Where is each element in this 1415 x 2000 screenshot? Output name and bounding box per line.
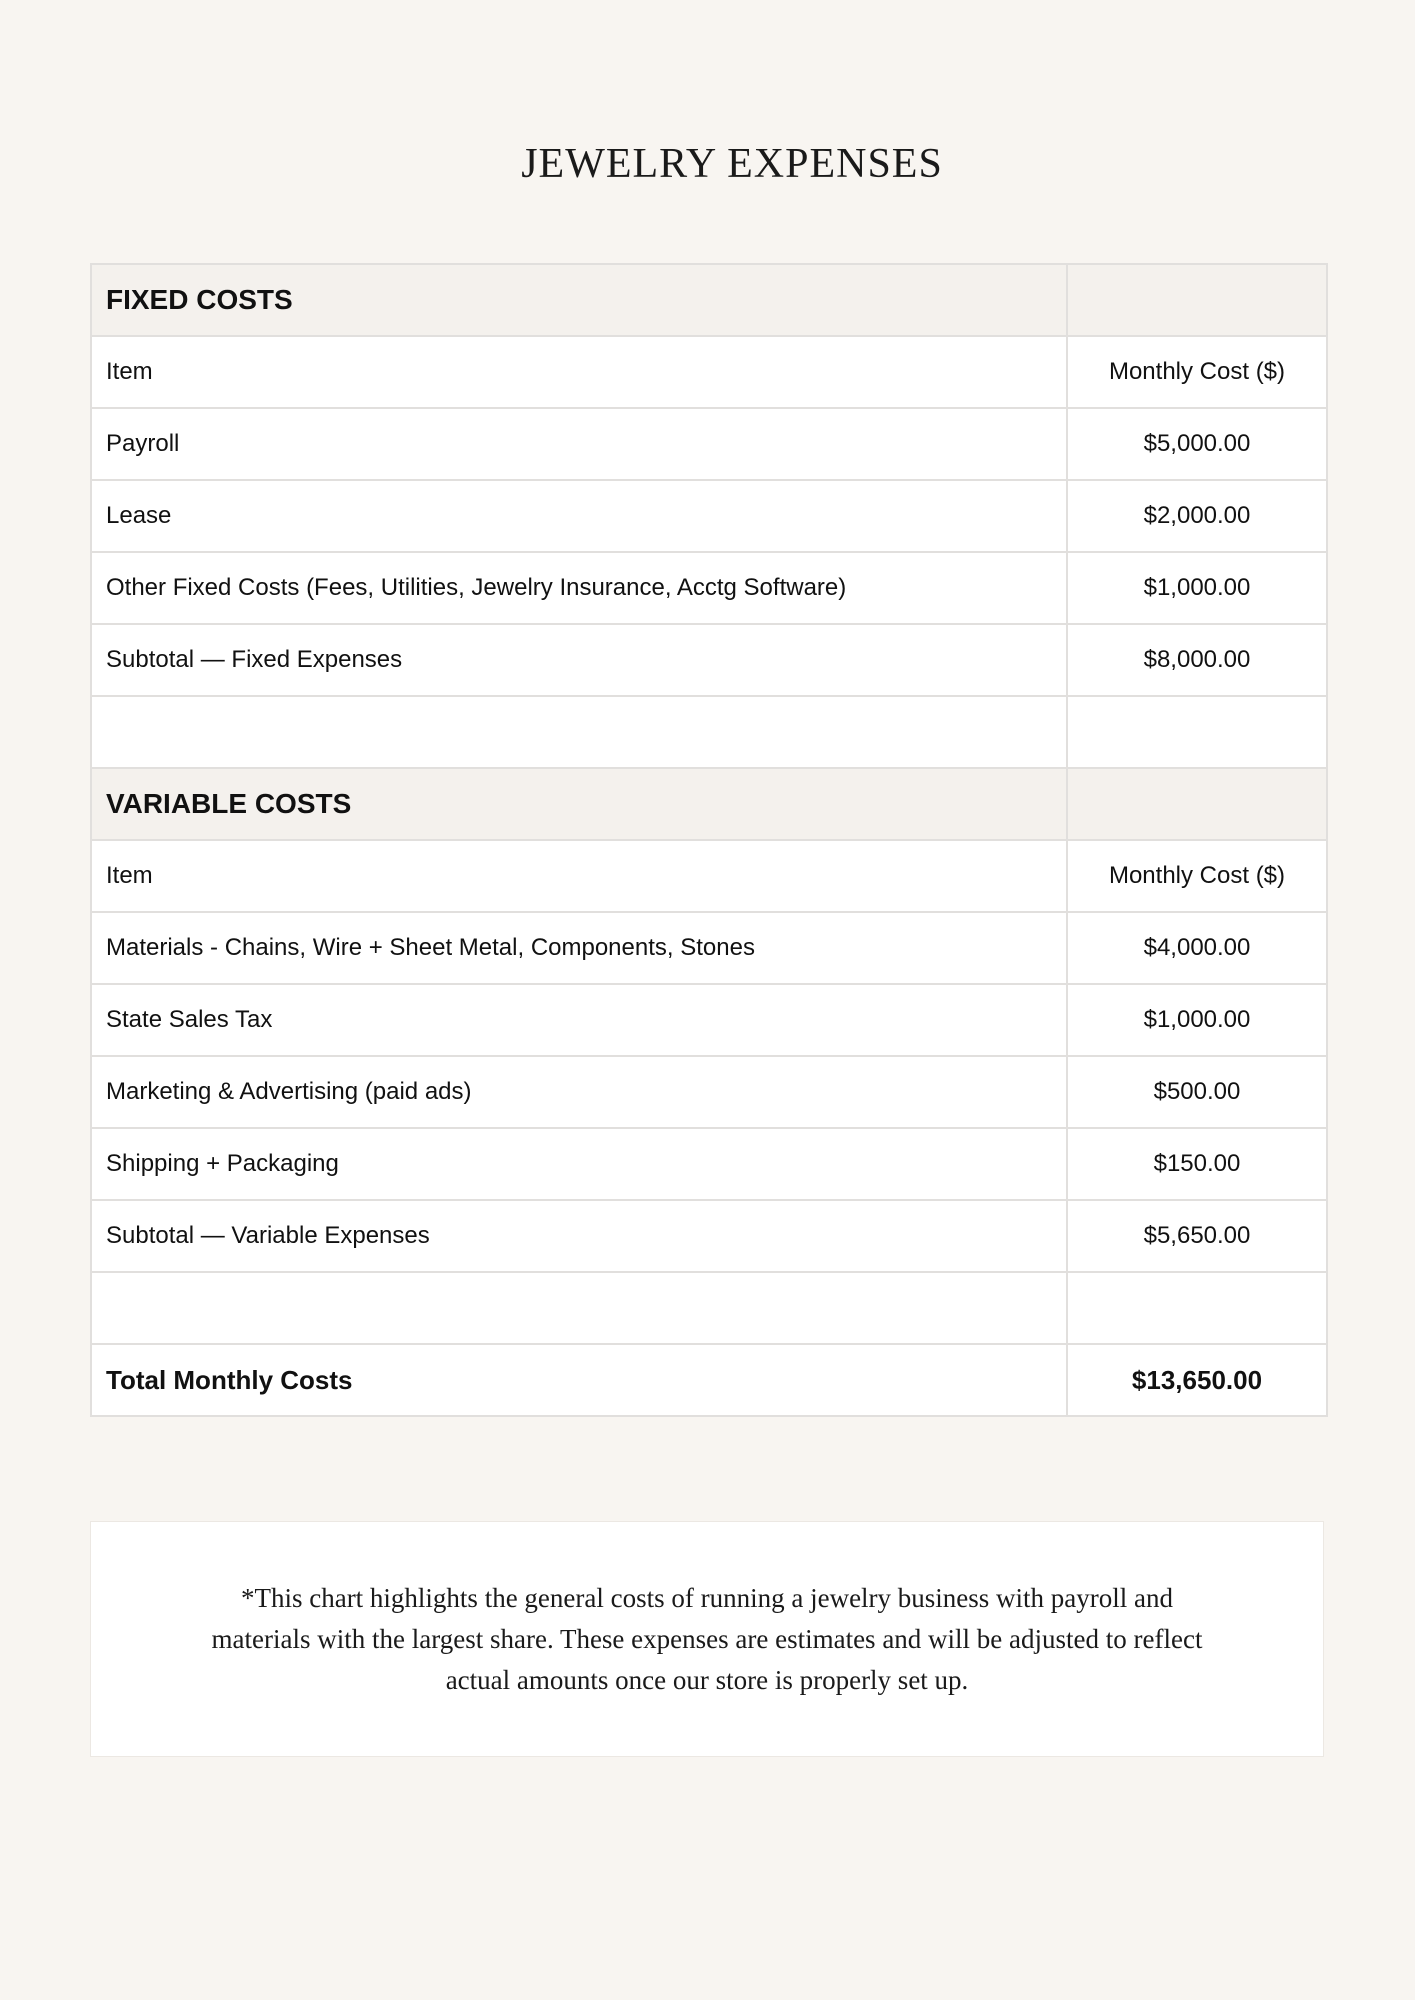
column-header-monthly-cost: Monthly Cost ($): [1067, 840, 1327, 912]
item-cell: Lease: [91, 480, 1067, 552]
subtotal-value: $5,650.00: [1067, 1200, 1327, 1272]
item-cell: Payroll: [91, 408, 1067, 480]
fixed-costs-heading: FIXED COSTS: [91, 264, 1067, 336]
variable-costs-section-header: [91, 768, 1327, 840]
note-box: [90, 1521, 1324, 1757]
page-title: JEWELRY EXPENSES: [521, 141, 943, 187]
table-row: [91, 408, 1327, 480]
empty-cell: [1067, 1272, 1327, 1344]
table-row: [91, 984, 1327, 1056]
cost-cell: $4,000.00: [1067, 912, 1327, 984]
column-header-item: Item: [91, 840, 1067, 912]
empty-cell: [91, 1272, 1067, 1344]
table-row: [91, 1056, 1327, 1128]
table-row: [91, 1128, 1327, 1200]
section-header-empty-cell: [1067, 768, 1327, 840]
cost-cell: $500.00: [1067, 1056, 1327, 1128]
subtotal-label: Subtotal — Variable Expenses: [91, 1200, 1067, 1272]
fixed-costs-section-header: [91, 264, 1327, 336]
spacer-row: [91, 1272, 1327, 1344]
fixed-column-header-row: [91, 336, 1327, 408]
variable-costs-heading: VARIABLE COSTS: [91, 768, 1067, 840]
spacer-row: [91, 696, 1327, 768]
item-cell: State Sales Tax: [91, 984, 1067, 1056]
cost-cell: $1,000.00: [1067, 552, 1327, 624]
note-text: *This chart highlights the general costs of running a jewelry business with payroll and materials with the largest share. These expenses are estimates and will be adjusted to reflect actual amounts once our store is properly set up.: [211, 1582, 1203, 1695]
total-value: $13,650.00: [1067, 1344, 1327, 1416]
item-cell: Shipping + Packaging: [91, 1128, 1067, 1200]
cost-cell: $1,000.00: [1067, 984, 1327, 1056]
cost-cell: $5,000.00: [1067, 408, 1327, 480]
section-header-empty-cell: [1067, 264, 1327, 336]
empty-cell: [1067, 696, 1327, 768]
table-row: [91, 552, 1327, 624]
total-label: Total Monthly Costs: [91, 1344, 1067, 1416]
fixed-subtotal-row: [91, 624, 1327, 696]
table-row: [91, 480, 1327, 552]
expense-table: [90, 263, 1328, 1417]
total-row: [91, 1344, 1327, 1416]
column-header-item: Item: [91, 336, 1067, 408]
cost-cell: $150.00: [1067, 1128, 1327, 1200]
variable-subtotal-row: [91, 1200, 1327, 1272]
cost-cell: $2,000.00: [1067, 480, 1327, 552]
table-row: [91, 912, 1327, 984]
subtotal-label: Subtotal — Fixed Expenses: [91, 624, 1067, 696]
subtotal-value: $8,000.00: [1067, 624, 1327, 696]
item-cell: Marketing & Advertising (paid ads): [91, 1056, 1067, 1128]
item-cell: Materials - Chains, Wire + Sheet Metal, Components, Stones: [91, 912, 1067, 984]
column-header-monthly-cost: Monthly Cost ($): [1067, 336, 1327, 408]
item-cell: Other Fixed Costs (Fees, Utilities, Jewelry Insurance, Acctg Software): [91, 552, 1067, 624]
variable-column-header-row: [91, 840, 1327, 912]
empty-cell: [91, 696, 1067, 768]
